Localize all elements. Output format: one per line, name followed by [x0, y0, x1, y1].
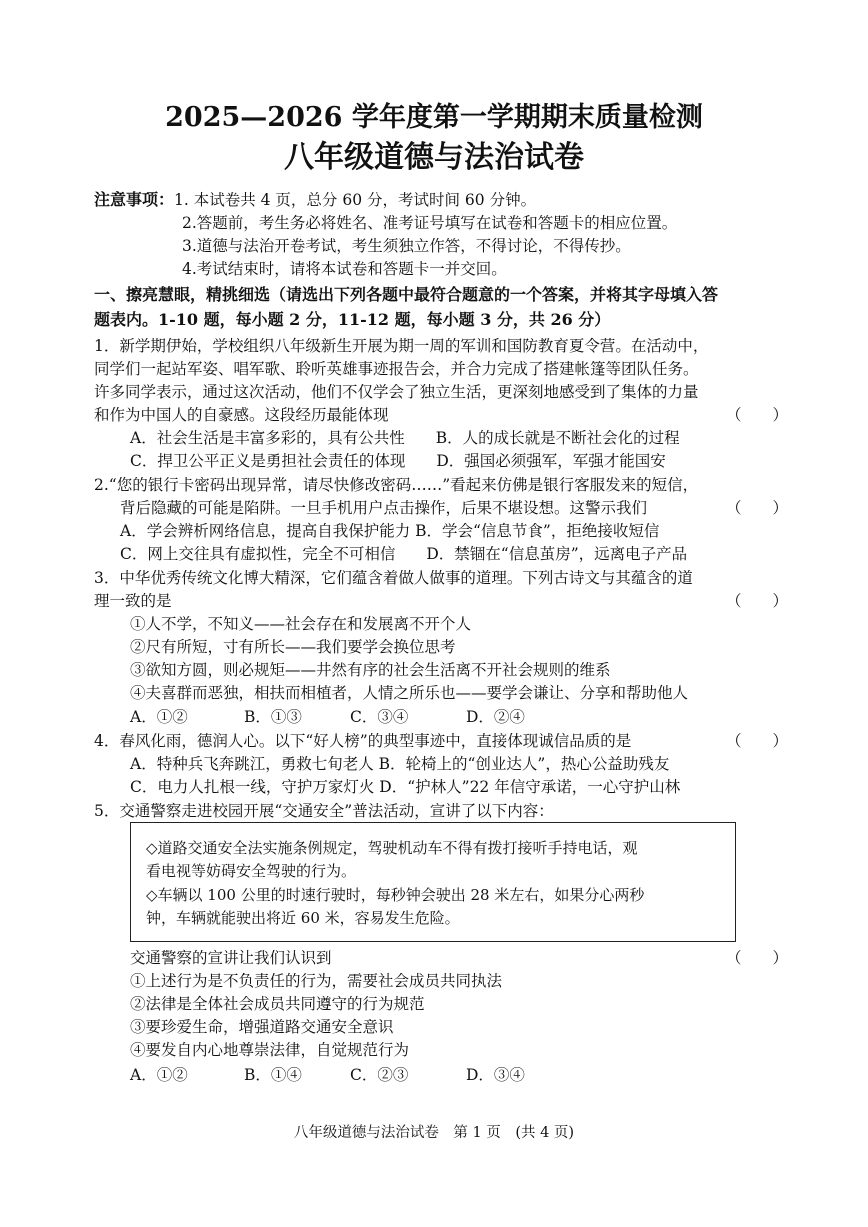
section-heading: 一、擦亮慧眼，精挑细选（请选出下列各题中最符合题意的一个答案，并将其字母填入答	[94, 285, 719, 304]
answer-option: C．电力人扎根一线，守护万家灯火 D．“护林人”22 年信守承诺，一心守护山林	[130, 778, 681, 796]
note-item: 3.道德与法治开卷考试，考生须独立作答，不得讨论，不得传抄。	[182, 237, 631, 255]
info-box-line: ◇道路交通安全法实施条例规定，驾驶机动车不得有拨打接听手持电话，观	[146, 839, 638, 857]
answer-option: C．网上交往具有虚拟性，完全不可相信 D．禁锢在“信息茧房”，远离电子产品	[120, 545, 688, 563]
exam-subtitle: 八年级道德与法治试卷	[284, 140, 584, 175]
statement-item: ①上述行为是不负责任的行为，需要社会成员共同执法	[130, 972, 503, 990]
statement-item: ③要珍爱生命，增强道路交通安全意识	[130, 1018, 394, 1036]
statement-item: ①人不学，不知义——社会存在和发展离不开个人	[130, 615, 472, 633]
question-text: 背后隐藏的可能是陷阱。一旦手机用户点击操作，后果不堪设想。这警示我们	[120, 499, 648, 517]
question-text: 5．交通警察走进校园开展“交通安全”普法活动，宣讲了以下内容：	[94, 802, 554, 820]
answer-paren: （ ）	[726, 499, 789, 517]
info-box-line: ◇车辆以 100 公里的时速行驶时，每秒钟会驶出 28 米左右，如果分心两秒	[146, 886, 645, 904]
question-text: 4．春风化雨，德润人心。以下“好人榜”的典型事迹中，直接体现诚信品质的是	[94, 732, 632, 750]
answer-paren: （ ）	[726, 732, 789, 750]
question-text: 2.“您的银行卡密码出现异常，请尽快修改密码……”看起来仿佛是银行客服发来的短信，	[94, 476, 699, 494]
choice-c: C．②③	[350, 1066, 409, 1084]
notes-label: 注意事项：	[94, 190, 175, 209]
question-text: 理一致的是	[94, 592, 172, 610]
answer-paren: （ ）	[726, 592, 789, 610]
choice-c: C．③④	[350, 708, 409, 726]
statement-item: ④夫喜群而恶独，相扶而相植者，人情之所乐也——要学会谦让、分享和帮助他人	[130, 684, 689, 702]
note-item: 1. 本试卷共 4 页，总分 60 分，考试时间 60 分钟。	[174, 191, 537, 209]
statement-item: ②尺有所短，寸有所长——我们要学会换位思考	[130, 638, 456, 656]
note-item: 2.答题前，考生务必将姓名、准考证号填写在试卷和答题卡的相应位置。	[182, 214, 678, 232]
choice-b: B．①③	[244, 708, 302, 726]
statement-item: ④要发自内心地尊崇法律，自觉规范行为	[130, 1041, 410, 1059]
answer-option: A．社会生活是丰富多彩的，具有公共性 B．人的成长就是不断社会化的过程	[130, 429, 680, 447]
question-text: 和作为中国人的自豪感。这段经历最能体现	[94, 406, 389, 424]
answer-option: A．特种兵飞奔跳江，勇救七旬老人 B．轮椅上的“创业达人”，热心公益助残友	[130, 755, 670, 773]
statement-item: ②法律是全体社会成员共同遵守的行为规范	[130, 995, 425, 1013]
answer-paren: （ ）	[726, 406, 789, 424]
question-text: 许多同学表示，通过这次活动，他们不仅学会了独立生活，更深刻地感受到了集体的力量	[94, 383, 699, 401]
statement-item: ③欲知方圆，则必规矩——井然有序的社会生活离不开社会规则的维系	[130, 661, 611, 679]
question-text: 交通警察的宣讲让我们认识到	[130, 949, 332, 967]
answer-option: A．学会辨析网络信息，提高自我保护能力 B．学会“信息节食”，拒绝接收短信	[120, 522, 660, 540]
note-item: 4.考试结束时，请将本试卷和答题卡一并交回。	[182, 260, 507, 278]
choice-b: B．①④	[244, 1066, 302, 1084]
info-box-line: 钟，车辆就能驶出将近 60 米，容易发生危险。	[146, 909, 460, 927]
question-text: 3．中华优秀传统文化博大精深，它们蕴含着做人做事的道理。下列古诗文与其蕴含的道	[94, 569, 693, 587]
answer-option: C．捍卫公平正义是勇担社会责任的体现 D．强国必须强军，军强才能国安	[130, 452, 666, 470]
choice-a: A．①②	[130, 1066, 188, 1084]
answer-paren: （ ）	[726, 949, 789, 967]
info-box-line: 看电视等妨碍安全驾驶的行为。	[146, 862, 357, 880]
page-footer: 八年级道德与法治试卷 第 1 页 (共 4 页)	[293, 1125, 575, 1141]
choice-a: A．①②	[130, 708, 188, 726]
question-text: 同学们一起站军姿、唱军歌、聆听英雄事迹报告会，并合力完成了搭建帐篷等团队任务。	[94, 360, 699, 378]
choice-d: D．③④	[466, 1066, 525, 1084]
question-text: 1．新学期伊始，学校组织八年级新生开展为期一周的军训和国防教育夏令营。在活动中，	[94, 337, 709, 355]
choice-d: D．②④	[466, 708, 525, 726]
exam-title: 2025—2026 学年度第一学期期末质量检测	[165, 102, 703, 133]
section-heading: 题表内。1-10 题，每小题 2 分，11-12 题，每小题 3 分，共 26 分）	[94, 310, 611, 329]
